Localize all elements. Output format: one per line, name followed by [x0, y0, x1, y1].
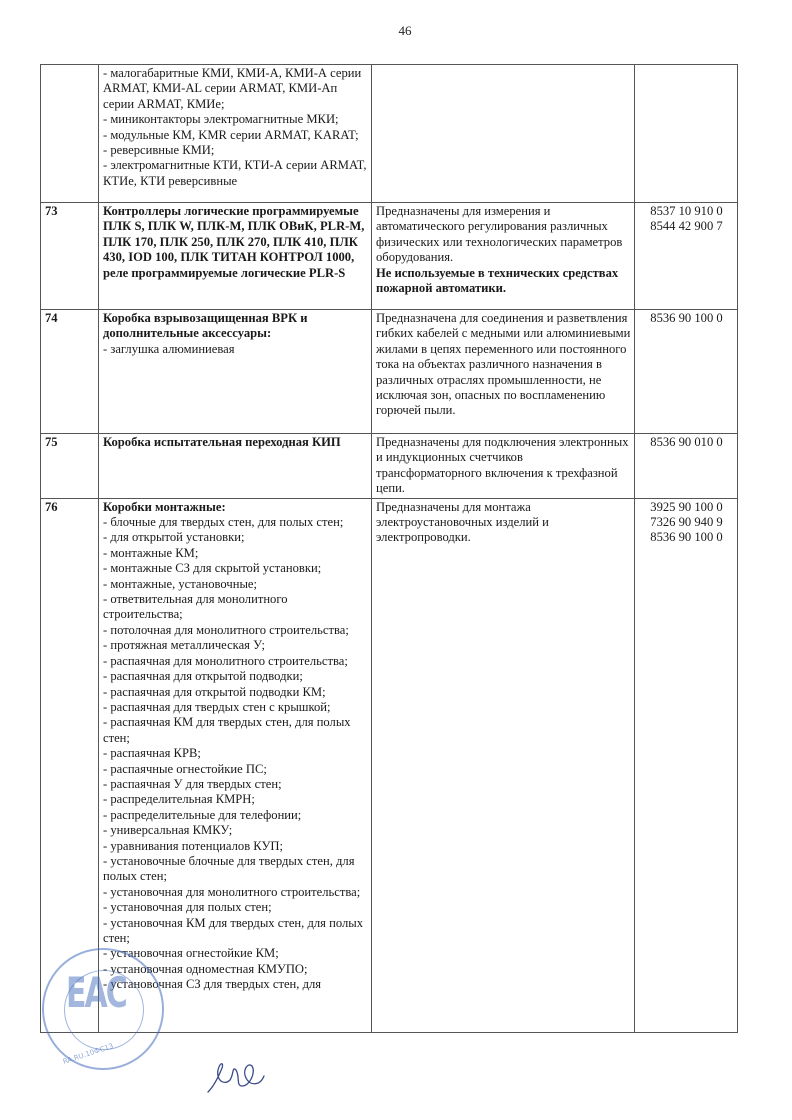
product-item: - установочные блочные для твердых стен, для полых стен; [103, 853, 355, 884]
tnved-code: 8536 90 100 0 [650, 311, 723, 325]
product-name-cell [99, 65, 372, 203]
tnved-codes-cell [635, 65, 738, 203]
product-title: Коробка испытательная переходная КИП [103, 435, 341, 449]
table-row [41, 203, 738, 310]
row-number [41, 65, 99, 203]
product-item: - потолочная для монолитного строительства; [103, 622, 349, 637]
product-item: - установочная КМ для твердых стен, для полых стен; [103, 915, 364, 945]
row-number: 76 [41, 498, 99, 1032]
product-name-cell [99, 434, 372, 499]
product-item: - распаячная для монолитного строительства; [103, 653, 348, 668]
product-item: - малогабаритные КМИ, КМИ-А, КМИ-А серии ARMAT, КМИ-AL серии ARMAT, КМИ-Ап серии ARMAT, КМИе; [103, 66, 362, 111]
signature-icon [200, 1056, 270, 1096]
purpose-cell [372, 434, 635, 499]
product-item: - установочная одноместная КМУПО; [103, 961, 308, 976]
product-item: - электромагнитные КТИ, КТИ-А серии ARMAT, КТИе, КТИ реверсивные [103, 158, 367, 188]
product-item: - распаячная КРВ; [103, 746, 201, 761]
eac-logo-icon: ЕАС [66, 969, 126, 1018]
product-name-cell [99, 498, 372, 1032]
purpose-note: Не используемые в технических средствах пожарной автоматики. [376, 265, 619, 296]
product-name-cell [99, 310, 372, 434]
tnved-codes-cell [635, 498, 738, 1032]
product-item: - ответвительная для монолитного строительства; [103, 592, 288, 622]
tnved-code: 8536 90 100 0 [650, 530, 723, 545]
purpose-text: Предназначены для монтажа электроустановочных изделий и электропроводки. [376, 499, 549, 545]
product-title: Коробка взрывозащищенная ВРК и дополнительные аксессуары: [103, 311, 308, 341]
row-number: 74 [41, 310, 99, 434]
product-item: - установочная СЗ для твердых стен, для [103, 977, 322, 992]
table-row [41, 310, 738, 434]
product-item: - установочная для полых стен; [103, 900, 272, 915]
table-row [41, 65, 738, 203]
product-item: - установочная для монолитного строительства; [103, 884, 361, 899]
product-item: - монтажные КМ; [103, 545, 199, 560]
product-item: - установочная огнестойкие КМ; [103, 946, 279, 961]
product-item: - заглушка алюминиевая [103, 341, 235, 356]
product-item: - распаячные огнестойкие ПС; [103, 761, 267, 776]
row-number: 73 [41, 203, 99, 310]
product-item: - реверсивные КМИ; [103, 143, 215, 158]
tnved-codes-cell [635, 203, 738, 310]
product-item: - распаячная для открытой подводки КМ; [103, 684, 326, 699]
table-row [41, 498, 738, 1032]
product-item: - распределительная КМРН; [103, 792, 255, 807]
row-number: 75 [41, 434, 99, 499]
tnved-codes-cell [635, 434, 738, 499]
page-number: 46 [398, 23, 412, 38]
product-item: - универсальная КМКУ; [103, 823, 233, 838]
purpose-text: Предназначена для соединения и разветвления гибких кабелей с медными или алюминиевыми жилами в цепях переменного или постоянного тока на объектах различного назначения в различных отраслях промышленности, не исключая зон, опасных по воспламенению горючей пыли. [376, 311, 631, 418]
product-item: - монтажные, установочные; [103, 576, 258, 591]
product-item: - модульные КМ, KMR серии ARMAT, KARAT; [103, 127, 359, 142]
product-item: - для открытой установки; [103, 530, 245, 545]
purpose-cell [372, 203, 635, 310]
product-item: - миниконтакторы электромагнитные МКИ; [103, 112, 339, 127]
product-item: - блочные для твердых стен, для полых стен; [103, 515, 344, 530]
product-item: - распаячная для открытой подводки; [103, 669, 303, 684]
purpose-cell [372, 65, 635, 203]
product-item: - протяжная металлическая У; [103, 638, 266, 653]
product-item: - монтажные СЗ для скрытой установки; [103, 561, 322, 576]
product-name-cell [99, 203, 372, 310]
product-title: Контроллеры логические программируемые ПЛК S, ПЛК W, ПЛК-М, ПЛК ОВиК, PLR-M, ПЛК 170, ПЛК 250, ПЛК 270, ПЛК 410, ПЛК 430, IOD 100, ПЛК ТИТАН КОНТРОЛ 1000, реле программируемые логические PLR-S [103, 204, 365, 280]
stamp-accreditation-text: RA.RU.10ФС13 [62, 1042, 115, 1066]
product-table [40, 64, 738, 1033]
product-item: - уравнивания потенциалов КУП; [103, 838, 283, 853]
product-item: - распаячная для твердых стен с крышкой; [103, 699, 331, 714]
purpose-text: Предназначены для измерения и автоматического регулирования различных физических или технологических параметров оборудования. [376, 204, 623, 265]
tnved-code: 7326 90 940 9 [650, 515, 723, 530]
purpose-cell [372, 498, 635, 1032]
product-item: - распаячная КМ для твердых стен, для полых стен; [103, 715, 351, 745]
tnved-code: 8537 10 910 0 [650, 204, 723, 218]
tnved-codes-cell [635, 310, 738, 434]
table-row [41, 434, 738, 499]
tnved-code: 3925 90 100 0 [650, 499, 723, 514]
purpose-text: Предназначены для подключения электронных и индукционных счетчиков трансформаторного включения к трехфазной цепи. [376, 435, 629, 496]
product-item: - распределительные для телефонии; [103, 807, 302, 822]
purpose-cell [372, 310, 635, 434]
tnved-code: 8536 90 010 0 [650, 435, 723, 449]
product-title: Коробки монтажные: [103, 499, 226, 514]
tnved-code: 8544 42 900 7 [650, 219, 723, 234]
product-item: - распаячная У для твердых стен; [103, 776, 282, 791]
